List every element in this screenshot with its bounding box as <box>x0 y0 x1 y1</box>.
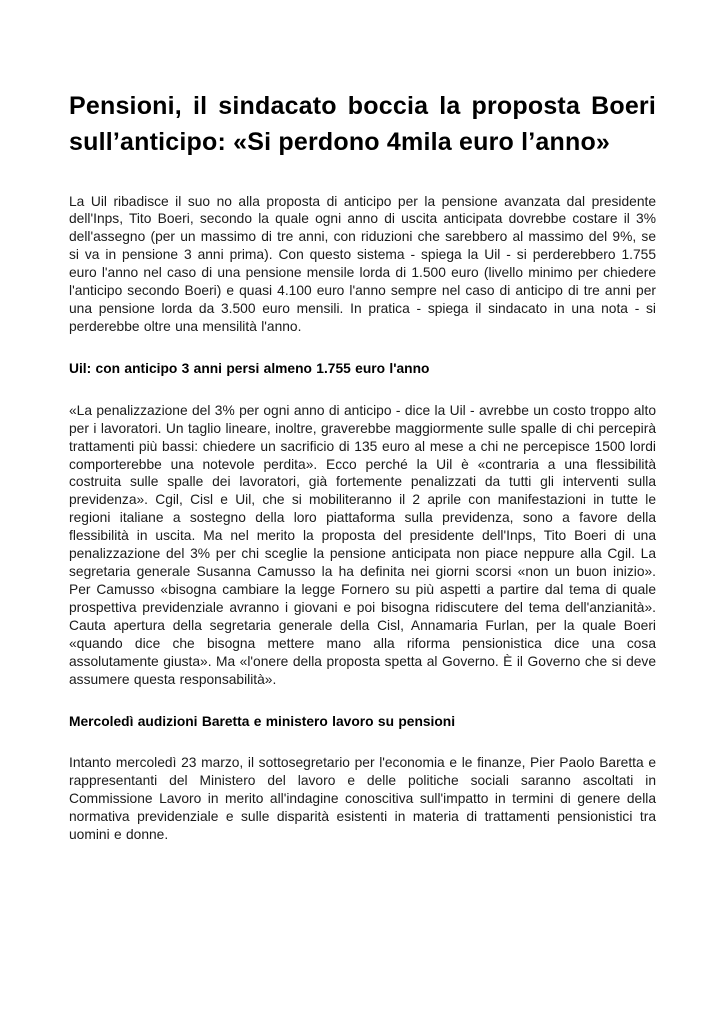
article-paragraph-2: «La penalizzazione del 3% per ogni anno di anticipo - dice la Uil - avrebbe un costo troppo alto per i lavoratori. Un taglio lineare, inoltre, graverebbe maggiormente sulle spalle di chi percepirà trattamenti più bassi: chiedere un sacrificio di 135 euro al mese a chi ne percepisce 1500 lordi comporterebbe una notevole perdita». Ecco perché la Uil è «contraria a una flessibilità costruita sulle spalle dei lavoratori, già fortemente penalizzati da tutti gli interventi sulla previdenza». Cgil, Cisl e Uil, che si mobiliteranno il 2 aprile con manifestazioni in tutte le regioni italiane a sostegno della loro piattaforma sulla previdenza, sono a favore della flessibilità in uscita. Ma nel merito la proposta del presidente dell'Inps, Tito Boeri di una penalizzazione del 3% per chi sceglie la pensione anticipata non piace neppure alla Cgil. La segretaria generale Susanna Camusso la ha definita nei giorni scorsi «non un buon inizio». Per Camusso «bisogna cambiare la legge Fornero su più aspetti a partire dal tema di quale prospettiva previdenziale avranno i giovani e poi bisogna ridiscutere del tema dell'anzianità». Cauta apertura della segretaria generale della Cisl, Annamaria Furlan, per la quale Boeri «quando dice che bisogna mettere mano alla riforma pensionistica dice una cosa assolutamente giusta». Ma «l'onere della proposta spetta al Governo. È il Governo che si deve assumere questa responsabilità». <box>69 402 656 687</box>
article-title: Pensioni, il sindacato boccia la proposta Boeri sull’anticipo: «Si perdono 4mila euro l’anno» <box>69 92 656 157</box>
article-paragraph-1: La Uil ribadisce il suo no alla proposta di anticipo per la pensione avanzata dal presidente dell'Inps, Tito Boeri, secondo la quale ogni anno di uscita anticipata dovrebbe costare il 3% dell'assegno (per un massimo di tre anni, con riduzioni che sarebbero al massimo del 9%, se si va in pensione 3 anni prima). Con questo sistema - spiega la Uil - si perderebbero 1.755 euro l'anno nel caso di una pensione mensile lorda di 1.500 euro (livello minimo per chiedere l'anticipo secondo Boeri) e quasi 4.100 euro l'anno sempre nel caso di anticipo di tre anni per una pensione lorda da 3.500 euro mensili. In pratica - spiega il sindacato in una nota - si perderebbe oltre una mensilità l'anno. <box>69 193 656 334</box>
article-paragraph-3: Intanto mercoledì 23 marzo, il sottosegretario per l'economia e le finanze, Pier Paolo Baretta e rappresentanti del Ministero del lavoro e delle politiche sociali saranno ascoltati in Commissione Lavoro in merito all'indagine conoscitiva sull'impatto in termini di genere della normativa previdenziale e sulle disparità esistenti in materia di trattamenti pensionistici tra uomini e donne. <box>69 755 656 843</box>
article-subheading-2: Mercoledì audizioni Baretta e ministero lavoro su pensioni <box>69 713 456 729</box>
article-subheading-1: Uil: con anticipo 3 anni persi almeno 1.755 euro l'anno <box>69 360 430 376</box>
